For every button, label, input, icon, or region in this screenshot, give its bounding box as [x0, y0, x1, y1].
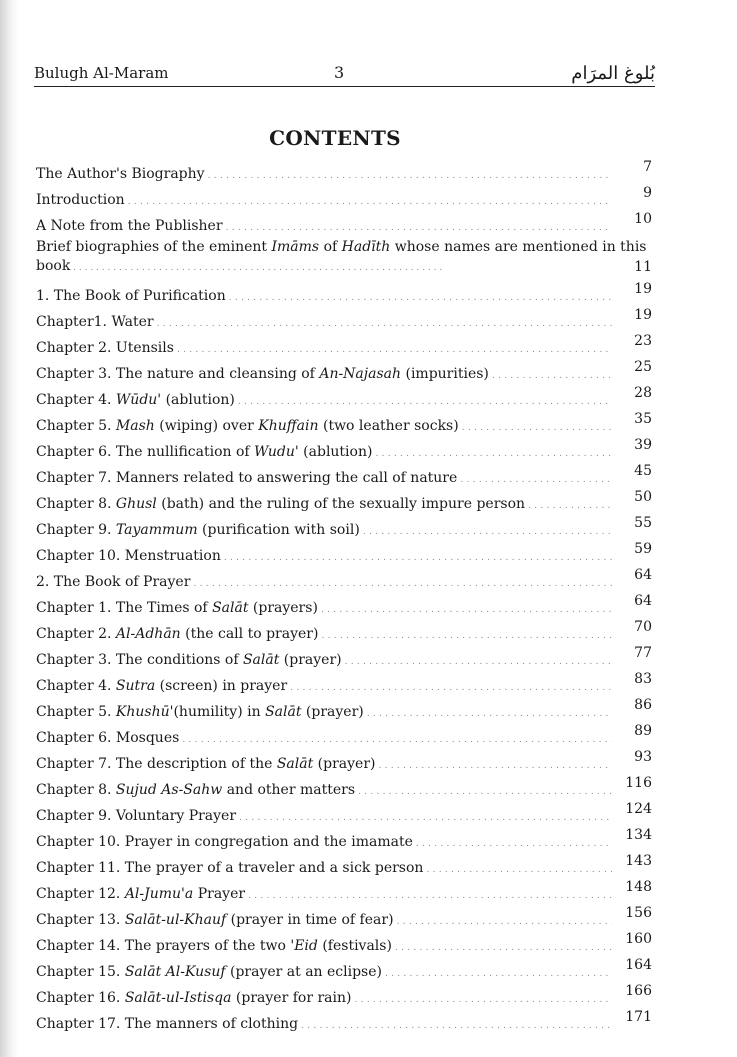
toc-entry — [36, 957, 652, 983]
toc-entry-page: 55 — [634, 515, 652, 531]
toc-entry-page: 160 — [625, 931, 652, 947]
toc-entry — [36, 515, 652, 541]
toc-entry — [36, 385, 652, 411]
toc-entry-label: Chapter 3. The conditions of Salāt (prayer) . . . — [36, 651, 612, 671]
toc-entry-page: 86 — [634, 697, 652, 713]
toc-entry — [36, 827, 652, 853]
toc-entry-label: The Author's Biography . . . — [36, 165, 612, 185]
toc-entry — [36, 749, 652, 775]
toc-entry — [36, 645, 652, 671]
toc-entry-page: 39 — [634, 437, 652, 453]
toc-entry-page: 35 — [634, 411, 652, 427]
toc-entry-page: 156 — [625, 905, 652, 921]
toc-entry-label: Chapter 8. Sujud As-Sahw and other matters . . . — [36, 781, 612, 801]
toc-entry — [36, 359, 652, 385]
toc-entry-label: Chapter 7. Manners related to answering the call of nature . . . — [36, 469, 612, 489]
toc-entry-page: 83 — [634, 671, 652, 687]
toc-entry-page: 45 — [634, 463, 652, 479]
toc-entry-label: Chapter 1. The Times of Salāt (prayers) . . . — [36, 599, 612, 619]
toc-entry — [36, 489, 652, 515]
toc-entry-label: Chapter 9. Voluntary Prayer . . . — [36, 807, 612, 827]
toc-entry — [36, 593, 652, 619]
toc-entry — [36, 437, 652, 463]
toc-entry — [36, 185, 652, 211]
header-arabic-title: بُلوغ المرَام — [571, 63, 655, 84]
toc-entry-label: 2. The Book of Prayer . . . — [36, 573, 612, 593]
toc-entry — [36, 411, 652, 437]
toc-entry-page: 171 — [625, 1009, 652, 1025]
toc-entry-page: 134 — [625, 827, 652, 843]
toc-entry-label: Chapter 8. Ghusl (bath) and the ruling of the sexually impure person . . . — [36, 495, 612, 515]
contents-title: CONTENTS — [269, 126, 401, 150]
toc-entry-page: 64 — [634, 567, 652, 583]
toc-entry — [36, 879, 652, 905]
toc-entry-page: 11 — [634, 259, 652, 275]
toc-entry-page: 77 — [634, 645, 652, 661]
toc-entry-label: Chapter1. Water . . . — [36, 313, 612, 333]
toc-entry-page: 70 — [634, 619, 652, 635]
toc-entry-label: Chapter 4. Sutra (screen) in prayer . . . — [36, 677, 612, 697]
toc-entry — [36, 333, 652, 359]
toc-entry-label: Chapter 13. Salāt-ul-Khauf (prayer in time of fear) . . . — [36, 911, 612, 931]
toc-entry-page: 124 — [625, 801, 652, 817]
toc-entry — [36, 853, 652, 879]
toc-entry-label: Introduction . . . — [36, 191, 612, 211]
header-page-number: 3 — [334, 63, 345, 82]
toc-entry-label: Chapter 15. Salāt Al-Kusuf (prayer at an eclipse) . . . — [36, 963, 612, 983]
toc-entry-page: 9 — [643, 185, 652, 201]
toc-entry-page: 148 — [625, 879, 652, 895]
toc-entry-page: 19 — [634, 281, 652, 297]
toc-entry — [36, 801, 652, 827]
toc-entry-page: 25 — [634, 359, 652, 375]
toc-entry — [36, 237, 652, 281]
toc-entry-page: 28 — [634, 385, 652, 401]
toc-entry-label: Chapter 7. The description of the Salāt (prayer) . . . — [36, 755, 612, 775]
toc-entry — [36, 541, 652, 567]
toc-entry-page: 59 — [634, 541, 652, 557]
toc-entry-label: Chapter 17. The manners of clothing . . . — [36, 1015, 612, 1035]
toc-entry-label: Chapter 2. Utensils . . . — [36, 339, 612, 359]
toc-entry-page: 143 — [625, 853, 652, 869]
toc-entry — [36, 723, 652, 749]
toc-entry — [36, 281, 652, 307]
toc-entry-label: Brief biographies of the eminent Imāms of Hadīth whose names are mentioned in this book . . . — [36, 238, 652, 278]
toc-entry-label: Chapter 12. Al-Jumu'a Prayer . . . — [36, 885, 612, 905]
toc-entry-label: A Note from the Publisher . . . — [36, 217, 612, 237]
toc-entry-label: Chapter 4. Wūdu' (ablution) . . . — [36, 391, 612, 411]
toc-entry-label: Chapter 3. The nature and cleansing of An-Najasah (impurities) . . . — [36, 365, 612, 385]
toc-entry-page: 166 — [625, 983, 652, 999]
toc-entry — [36, 671, 652, 697]
toc-entry-page: 116 — [625, 775, 652, 791]
toc-entry-label: Chapter 10. Prayer in congregation and the imamate . . . — [36, 833, 612, 853]
toc-entry-page: 7 — [643, 159, 652, 175]
toc-entry-page: 50 — [634, 489, 652, 505]
toc-entry-label: Chapter 16. Salāt-ul-Istisqa (prayer for rain) . . . — [36, 989, 612, 1009]
toc-entry-label: 1. The Book of Purification . . . — [36, 287, 612, 307]
toc-entry — [36, 931, 652, 957]
toc-entry-label: Chapter 11. The prayer of a traveler and a sick person . . . — [36, 859, 612, 879]
header-book-title: Bulugh Al-Maram — [34, 64, 169, 82]
toc-entry — [36, 775, 652, 801]
toc-entry-page: 10 — [634, 211, 652, 227]
toc-entry — [36, 905, 652, 931]
toc-entry-label: Chapter 6. Mosques . . . — [36, 729, 612, 749]
toc-entry-page: 64 — [634, 593, 652, 609]
toc-entry — [36, 307, 652, 333]
toc-entry-page: 19 — [634, 307, 652, 323]
toc-entry-label: Chapter 14. The prayers of the two 'Eid (festivals) . . . — [36, 937, 612, 957]
toc-entry — [36, 159, 652, 185]
toc-entry-label: Chapter 10. Menstruation . . . — [36, 547, 612, 567]
toc-entry-label: Chapter 2. Al-Adhān (the call to prayer) . . . — [36, 625, 612, 645]
toc-entry-page: 23 — [634, 333, 652, 349]
toc-entry-page: 93 — [634, 749, 652, 765]
toc-entry — [36, 463, 652, 489]
toc-entry-page: 164 — [625, 957, 652, 973]
toc-entry — [36, 619, 652, 645]
toc-entry — [36, 697, 652, 723]
toc-entry-label: Chapter 9. Tayammum (purification with soil) . . . — [36, 521, 612, 541]
table-of-contents — [36, 159, 652, 1035]
running-header — [34, 60, 655, 87]
toc-entry — [36, 1009, 652, 1035]
toc-entry — [36, 211, 652, 237]
toc-entry-page: 89 — [634, 723, 652, 739]
toc-entry-label: Chapter 6. The nullification of Wudu' (ablution) . . . — [36, 443, 612, 463]
toc-entry-label: Chapter 5. Khushū'(humility) in Salāt (prayer) . . . — [36, 703, 612, 723]
toc-entry — [36, 983, 652, 1009]
toc-entry — [36, 567, 652, 593]
toc-entry-label: Chapter 5. Mash (wiping) over Khuffain (two leather socks) . . . — [36, 417, 612, 437]
